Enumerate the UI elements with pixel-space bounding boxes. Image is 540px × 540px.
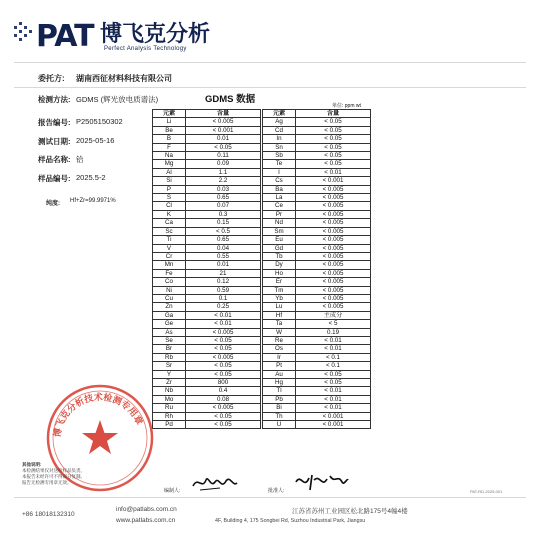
content-cell: < 0.005: [186, 118, 261, 126]
element-cell: Ba: [263, 185, 296, 193]
content-cell: < 0.05: [296, 118, 371, 126]
element-cell: W: [263, 328, 296, 336]
element-cell: Fe: [153, 269, 186, 277]
content-cell: < 0.1: [296, 353, 371, 361]
test-date-value: 2025-05-16: [76, 136, 115, 145]
content-cell: < 0.01: [296, 345, 371, 353]
sample-no-value: 2025.5-2: [76, 173, 106, 182]
col-header-content: 含量: [186, 110, 261, 118]
element-cell: Ru: [153, 404, 186, 412]
sample-name-value: 铪: [76, 155, 84, 164]
content-cell: < 0.1: [296, 362, 371, 370]
content-cell: < 0.001: [186, 126, 261, 134]
table-row: [153, 395, 261, 403]
element-cell: Cl: [153, 202, 186, 210]
table-row: [263, 320, 371, 328]
content-cell: < 0.005: [296, 236, 371, 244]
table-row: [153, 269, 261, 277]
element-cell: Zr: [153, 379, 186, 387]
report-no-value: P2505150302: [76, 117, 123, 126]
col-header-element: 元素: [153, 110, 186, 118]
content-cell: < 0.01: [296, 336, 371, 344]
content-cell: < 0.05: [186, 345, 261, 353]
content-cell: < 0.01: [186, 311, 261, 319]
table-row: [263, 421, 371, 429]
content-cell: < 0.005: [296, 244, 371, 252]
content-cell: 0.65: [186, 236, 261, 244]
table-row: [263, 404, 371, 412]
element-cell: Cs: [263, 177, 296, 185]
element-cell: Cr: [153, 252, 186, 260]
table-row: [263, 362, 371, 370]
prepared-by-label: 编制人:: [164, 488, 181, 494]
element-cell: Ho: [263, 269, 296, 277]
element-cell: Hf: [263, 311, 296, 319]
content-cell: < 0.05: [186, 421, 261, 429]
table-row: [153, 118, 261, 126]
content-cell: < 0.05: [186, 362, 261, 370]
element-cell: Sn: [263, 143, 296, 151]
element-cell: B: [153, 135, 186, 143]
element-cell: Zn: [153, 303, 186, 311]
element-cell: Sc: [153, 227, 186, 235]
table-row: [153, 362, 261, 370]
content-cell: < 0.005: [296, 194, 371, 202]
content-cell: < 0.05: [296, 143, 371, 151]
element-cell: Y: [153, 370, 186, 378]
table-row: [153, 311, 261, 319]
element-cell: Pb: [263, 395, 296, 403]
table-row: [263, 160, 371, 168]
content-cell: 0.55: [186, 252, 261, 260]
element-cell: As: [153, 328, 186, 336]
content-cell: < 0.005: [296, 278, 371, 286]
gdms-table-right: [262, 109, 371, 429]
content-cell: < 0.005: [186, 404, 261, 412]
table-row: [153, 236, 261, 244]
content-cell: < 0.005: [186, 328, 261, 336]
footer-phone: +86 18018132310: [22, 511, 75, 518]
table-row: [153, 421, 261, 429]
element-cell: Sb: [263, 152, 296, 160]
table-row: [153, 286, 261, 294]
table-row: [263, 118, 371, 126]
purity-label: 纯度:: [46, 201, 60, 207]
table-row: [263, 194, 371, 202]
content-cell: 0.25: [186, 303, 261, 311]
report-no-label: 报告编号:: [38, 118, 71, 127]
table-row: [263, 252, 371, 260]
content-cell: < 0.05: [186, 370, 261, 378]
content-cell: 0.01: [186, 261, 261, 269]
table-row: [153, 219, 261, 227]
table-row: [153, 227, 261, 235]
content-cell: < 0.05: [186, 336, 261, 344]
element-cell: Pd: [153, 421, 186, 429]
element-cell: Th: [263, 412, 296, 420]
client-value: 湖南西征材料科技有限公司: [76, 74, 172, 83]
content-cell: < 0.001: [296, 177, 371, 185]
table-row: [153, 135, 261, 143]
table-row: [153, 126, 261, 134]
element-cell: F: [153, 143, 186, 151]
element-cell: Er: [263, 278, 296, 286]
element-cell: Ni: [153, 286, 186, 294]
element-cell: K: [153, 210, 186, 218]
table-row: [263, 236, 371, 244]
client-label: 委托方:: [38, 74, 65, 83]
content-cell: 2.2: [186, 177, 261, 185]
prepared-signature: [190, 472, 240, 494]
content-cell: 0.19: [296, 328, 371, 336]
element-cell: Ag: [263, 118, 296, 126]
unit-label: 单位: ppm wt: [332, 103, 361, 109]
content-cell: 0.65: [186, 194, 261, 202]
element-cell: Ti: [153, 236, 186, 244]
content-cell: < 0.05: [186, 412, 261, 420]
table-row: [153, 353, 261, 361]
notes-line: 本报告未经许可不得部分复制。: [22, 474, 85, 479]
content-cell: < 0.05: [296, 160, 371, 168]
element-cell: Co: [153, 278, 186, 286]
content-cell: < 0.005: [296, 286, 371, 294]
content-cell: < 0.05: [296, 135, 371, 143]
gdms-table-left: [152, 109, 261, 429]
table-row: [263, 412, 371, 420]
table-row: [263, 202, 371, 210]
table-row: [153, 379, 261, 387]
table-row: [263, 379, 371, 387]
table-row: [263, 227, 371, 235]
table-row: [153, 202, 261, 210]
table-row: [153, 278, 261, 286]
element-cell: Lu: [263, 303, 296, 311]
content-cell: < 0.05: [296, 152, 371, 160]
element-cell: Nd: [263, 219, 296, 227]
element-cell: Be: [153, 126, 186, 134]
sample-name-label: 样品名称:: [38, 155, 71, 164]
table-row: [263, 261, 371, 269]
element-cell: Hg: [263, 379, 296, 387]
element-cell: In: [263, 135, 296, 143]
element-cell: Si: [153, 177, 186, 185]
content-cell: < 0.005: [296, 185, 371, 193]
element-cell: Rb: [153, 353, 186, 361]
approved-by-label: 批准人:: [268, 488, 285, 494]
content-cell: 0.03: [186, 185, 261, 193]
content-cell: 0.04: [186, 244, 261, 252]
element-cell: Ga: [153, 311, 186, 319]
element-cell: V: [153, 244, 186, 252]
content-cell: < 0.01: [296, 387, 371, 395]
content-cell: < 0.005: [296, 269, 371, 277]
content-cell: < 0.01: [186, 320, 261, 328]
element-cell: Dy: [263, 261, 296, 269]
method-label: 检测方法:: [38, 95, 71, 104]
table-row: [153, 185, 261, 193]
notes-section: [22, 462, 85, 486]
element-cell: Pr: [263, 210, 296, 218]
table-row: [153, 320, 261, 328]
content-cell: < 0.005: [296, 303, 371, 311]
content-cell: < 0.05: [296, 126, 371, 134]
element-cell: Bi: [263, 404, 296, 412]
table-row: [153, 152, 261, 160]
table-row: [263, 328, 371, 336]
content-cell: 1.1: [186, 168, 261, 176]
element-cell: S: [153, 194, 186, 202]
table-row: [263, 168, 371, 176]
content-cell: < 0.001: [296, 421, 371, 429]
table-title: GDMS 数据: [205, 94, 256, 105]
col-header-element: 元素: [263, 110, 296, 118]
table-row: [263, 185, 371, 193]
element-cell: Os: [263, 345, 296, 353]
element-cell: Au: [263, 370, 296, 378]
content-cell: < 0.01: [296, 168, 371, 176]
table-row: [263, 244, 371, 252]
content-cell: 0.3: [186, 210, 261, 218]
table-row: [263, 311, 371, 319]
content-cell: < 0.005: [296, 227, 371, 235]
element-cell: Tb: [263, 252, 296, 260]
header-divider: [14, 62, 526, 63]
element-cell: Mn: [153, 261, 186, 269]
element-cell: Tl: [263, 387, 296, 395]
table-row: [153, 336, 261, 344]
element-cell: Ge: [153, 320, 186, 328]
table-row: [263, 387, 371, 395]
content-cell: 主成分: [296, 311, 371, 319]
table-row: [263, 219, 371, 227]
table-row: [153, 168, 261, 176]
element-cell: Nb: [153, 387, 186, 395]
table-row: [153, 404, 261, 412]
table-row: [153, 370, 261, 378]
content-cell: < 0.005: [296, 252, 371, 260]
content-cell: 21: [186, 269, 261, 277]
content-cell: 0.07: [186, 202, 261, 210]
content-cell: 0.11: [186, 152, 261, 160]
content-cell: 0.01: [186, 135, 261, 143]
content-cell: < 0.01: [296, 404, 371, 412]
content-cell: 0.08: [186, 395, 261, 403]
content-cell: 0.15: [186, 219, 261, 227]
table-row: [153, 328, 261, 336]
table-row: [263, 143, 371, 151]
element-cell: Cu: [153, 294, 186, 302]
table-row: [263, 336, 371, 344]
table-row: [263, 278, 371, 286]
element-cell: Ir: [263, 353, 296, 361]
table-row: [153, 252, 261, 260]
doc-code: PAT-RD-2025-001: [470, 489, 503, 494]
sample-no-label: 样品编号:: [38, 174, 71, 183]
table-row: [153, 261, 261, 269]
element-cell: Li: [153, 118, 186, 126]
col-header-content: 含量: [296, 110, 371, 118]
footer-email[interactable]: info@patlabs.com.cn: [116, 506, 177, 513]
footer-divider: [14, 497, 526, 498]
element-cell: La: [263, 194, 296, 202]
content-cell: 800: [186, 379, 261, 387]
element-cell: Te: [263, 160, 296, 168]
logo-cn: 博飞克分析: [100, 21, 211, 46]
footer-address-cn: 江苏省苏州工业园区松北路175号4幢4楼: [292, 508, 408, 515]
table-row: [263, 177, 371, 185]
table-row: [153, 303, 261, 311]
element-cell: Pt: [263, 362, 296, 370]
table-row: [263, 152, 371, 160]
table-row: [263, 294, 371, 302]
table-row: [263, 353, 371, 361]
table-row: [153, 387, 261, 395]
element-cell: Al: [153, 168, 186, 176]
approved-signature: [294, 470, 350, 494]
content-cell: < 0.005: [296, 261, 371, 269]
element-cell: Br: [153, 345, 186, 353]
element-cell: Ta: [263, 320, 296, 328]
table-row: [153, 143, 261, 151]
content-cell: < 0.01: [296, 395, 371, 403]
element-cell: Se: [153, 336, 186, 344]
content-cell: 0.59: [186, 286, 261, 294]
element-cell: Sm: [263, 227, 296, 235]
element-cell: Cd: [263, 126, 296, 134]
table-row: [263, 135, 371, 143]
element-cell: Gd: [263, 244, 296, 252]
content-cell: 0.4: [186, 387, 261, 395]
purity-value: Hf+Zr=99.9971%: [70, 198, 116, 204]
element-cell: Ca: [153, 219, 186, 227]
table-row: [263, 370, 371, 378]
table-row: [153, 294, 261, 302]
element-cell: Mo: [153, 395, 186, 403]
test-date-label: 测试日期:: [38, 137, 71, 146]
svg-text:博飞克分析技术检测专用章: 博飞克分析技术检测专用章: [52, 392, 144, 438]
content-cell: < 0.005: [296, 294, 371, 302]
element-cell: P: [153, 185, 186, 193]
logo-tagline: Perfect Analysis Technology: [104, 46, 187, 52]
content-cell: < 0.005: [296, 219, 371, 227]
notes-line: 本检测结果仅对送检样品负责。: [22, 468, 85, 473]
footer-address-en: 4F, Building 4, 175 Songbei Rd, Suzhou Industrial Park, Jiangsu: [215, 518, 366, 524]
element-cell: U: [263, 421, 296, 429]
table-row: [153, 160, 261, 168]
content-cell: < 0.005: [296, 202, 371, 210]
element-cell: Na: [153, 152, 186, 160]
table-row: [153, 177, 261, 185]
element-cell: Sr: [153, 362, 186, 370]
element-cell: Re: [263, 336, 296, 344]
content-cell: < 0.05: [296, 370, 371, 378]
element-cell: Ce: [263, 202, 296, 210]
table-row: [153, 210, 261, 218]
table-row: [263, 395, 371, 403]
table-row: [153, 244, 261, 252]
content-cell: < 0.005: [186, 353, 261, 361]
content-cell: < 0.05: [296, 379, 371, 387]
content-cell: < 0.05: [186, 143, 261, 151]
table-row: [263, 126, 371, 134]
content-cell: < 0.001: [296, 412, 371, 420]
client-divider: [14, 87, 526, 88]
content-cell: < 0.005: [296, 210, 371, 218]
table-row: [153, 412, 261, 420]
table-row: [263, 210, 371, 218]
content-cell: 0.1: [186, 294, 261, 302]
notes-line: 报告无检测专用章无效。: [22, 480, 72, 485]
table-row: [263, 345, 371, 353]
element-cell: Tm: [263, 286, 296, 294]
table-row: [153, 345, 261, 353]
method-value: GDMS (辉光放电质谱法): [76, 95, 159, 104]
content-cell: 0.09: [186, 160, 261, 168]
table-row: [263, 269, 371, 277]
element-cell: Rh: [153, 412, 186, 420]
element-cell: Eu: [263, 236, 296, 244]
table-row: [263, 303, 371, 311]
content-cell: < 5: [296, 320, 371, 328]
element-cell: Yb: [263, 294, 296, 302]
notes-title: 其他说明:: [22, 462, 42, 467]
table-row: [153, 194, 261, 202]
footer-website[interactable]: www.patlabs.com.cn: [116, 517, 176, 524]
content-cell: 0.12: [186, 278, 261, 286]
element-cell: I: [263, 168, 296, 176]
element-cell: Mg: [153, 160, 186, 168]
logo-text: PAT: [36, 19, 94, 54]
content-cell: < 0.5: [186, 227, 261, 235]
table-row: [263, 286, 371, 294]
